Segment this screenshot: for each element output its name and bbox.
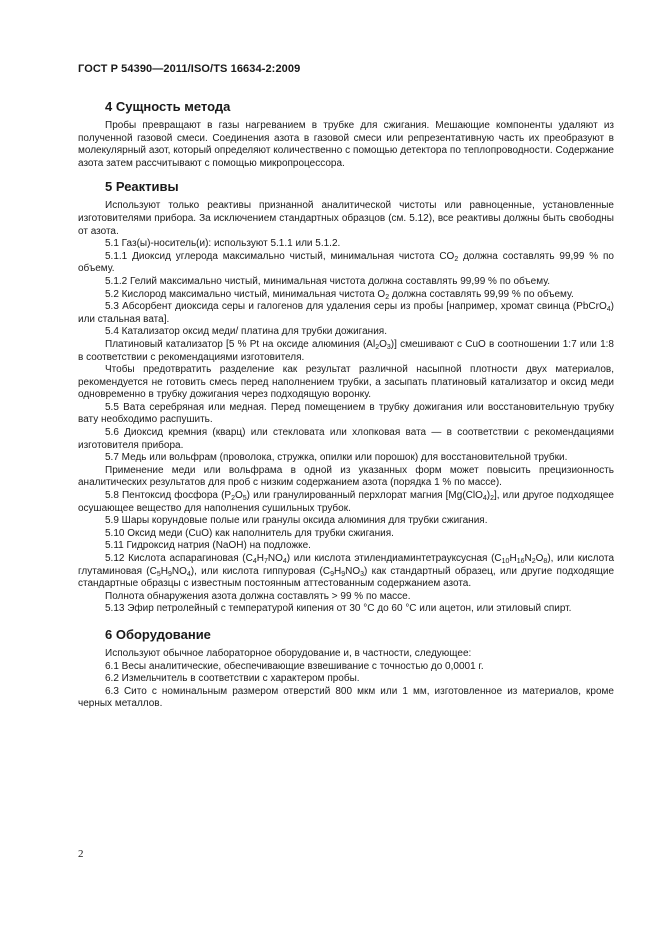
- clause-5-12-note: Полнота обнаружения азота должна составлять > 99 % по массе.: [105, 590, 411, 602]
- clause-5-1-2: 5.1.2 Гелий максимально чистый, минимальная чистота должна составлять 99,99 % по объему.: [105, 275, 551, 287]
- section-4-title: 4 Сущность метода: [105, 99, 231, 114]
- clause-5-4: 5.4 Катализатор оксид меди/ платина для трубки дожигания.: [105, 326, 387, 338]
- clause-5-2: 5.2 Кислород максимально чистый, минимальная чистота $O_2$ должна составлять 99,99 % по объему.: [105, 288, 574, 301]
- clause-5-9: 5.9 Шары корундовые полые или гранулы оксида алюминия для трубки сжигания.: [105, 515, 488, 527]
- clause-5-4-catalyst: Платиновый катализатор [5 % Pt на оксиде алюминия $(Al_2O_3)$] смешивают с CuO в соотношении 1:7 или 1:8 в соответствии с рекомендациями изготовителя.: [78, 338, 614, 363]
- clause-5-5: 5.5 Вата серебряная или медная. Перед помещением в трубку дожигания или восстановительную трубку вату необходимо распушить.: [78, 401, 614, 426]
- page-header-standard: ГОСТ Р 54390—2011/ISO/TS 16634-2:2009: [78, 63, 301, 75]
- clause-5-6: 5.6 Диоксид кремния (кварц) или стекловата или хлопковая вата — в соответствии с рекомендациями изготовителя прибора.: [78, 427, 614, 451]
- section-6-title: 6 Оборудование: [105, 626, 211, 642]
- section-5-title: 5 Реактивы: [105, 179, 179, 195]
- clause-5-11: 5.11 Гидроксид натрия (NaOH) на подложке.: [105, 540, 311, 552]
- clause-6-3: 6.3 Сито с номинальным размером отверстий 800 мкм или 1 мм, изготовленное из материалов, кроме черных металлов.: [78, 685, 614, 710]
- clause-5-4-note: Чтобы предотвратить разделение как результат различной насыпной плотности двух материалов, рекомендуется не готовить смесь перед наполнением трубки, а засыпать платиновый катализатор и оксид меди одновременно в трубку дожигания через подходящую воронку.: [78, 364, 614, 401]
- clause-5-13: 5.13 Эфир петролейный с температурой кипения от 30 °C до 60 °C или ацетон, или этиловый спирт.: [105, 603, 572, 615]
- clause-5-1-1: 5.1.1 Диоксид углерода максимально чистый, минимальная чистота $CO_2$ должна составлять 99,99 % по объему.: [78, 250, 614, 275]
- clause-5-3: 5.3 Абсорбент диоксида серы и галогенов для удаления серы из пробы [например, хромат свинца (PbCrO$_4$) или стальная вата].: [78, 301, 614, 325]
- clause-6-2: 6.2 Измельчитель в соответствии с характером пробы.: [105, 673, 360, 685]
- clause-5-1: 5.1 Газ(ы)-носитель(и): используют 5.1.1 или 5.1.2.: [105, 238, 341, 250]
- document-body: [78, 92, 614, 711]
- page-number: 2: [78, 848, 84, 860]
- clause-5-7: 5.7 Медь или вольфрам (проволока, стружка, опилки или порошок) для восстановительной трубки.: [105, 452, 568, 464]
- clause-5-7-note: Применение меди или вольфрама в одной из указанных форм может повысить прецизионность аналитических результатов для проб с низким содержанием азота (порядка 1 % по массе).: [78, 464, 614, 489]
- clause-5-10: 5.10 Оксид меди (CuO) как наполнитель для трубки сжигания.: [105, 527, 394, 539]
- section-5-intro: Используют только реактивы признанной аналитической чистоты или равноценные, установленные изготовителями прибора. За исключением стандартных образцов (см. 5.12), все реактивы должны быть свободны от азота.: [78, 200, 614, 237]
- clause-5-12: 5.12 Кислота аспарагиновая $(C_4H_7NO_4)$ или кислота этилендиаминтетрауксусная $(C_{10}H_{16}N_2O_8)$, или кислота глутаминовая $(C_5H_9NO_4)$, или кислота гиппуровая $(C_9H_9NO_3)$ как стандартный образец, или другие подходящие стандартные образцы с известным постоянным аттестованным содержанием азота.: [78, 553, 615, 590]
- section-4-paragraph: Пробы превращают в газы нагреванием в трубке для сжигания. Мешающие компоненты удаляют из полученной газовой смеси. Соединения азота в газовой смеси или репрезентативную часть их преобразуют в молекулярный азот, который определяют количественно с помощью детектора по теплопроводности. Содержание азота затем рассчитывают с помощью микропроцессора.: [78, 120, 614, 169]
- section-6-intro: Используют обычное лабораторное оборудование и, в частности, следующее:: [105, 647, 472, 659]
- clause-6-1: 6.1 Весы аналитические, обеспечивающие взвешивание с точностью до 0,0001 г.: [105, 660, 484, 672]
- clause-5-8: 5.8 Пентоксид фосфора $(P_2O_5)$ или гранулированный перхлорат магния $[Mg(ClO_4)_2]$, или другое подходящее осушающее вещество для наполнения сушильных трубок.: [78, 490, 614, 514]
